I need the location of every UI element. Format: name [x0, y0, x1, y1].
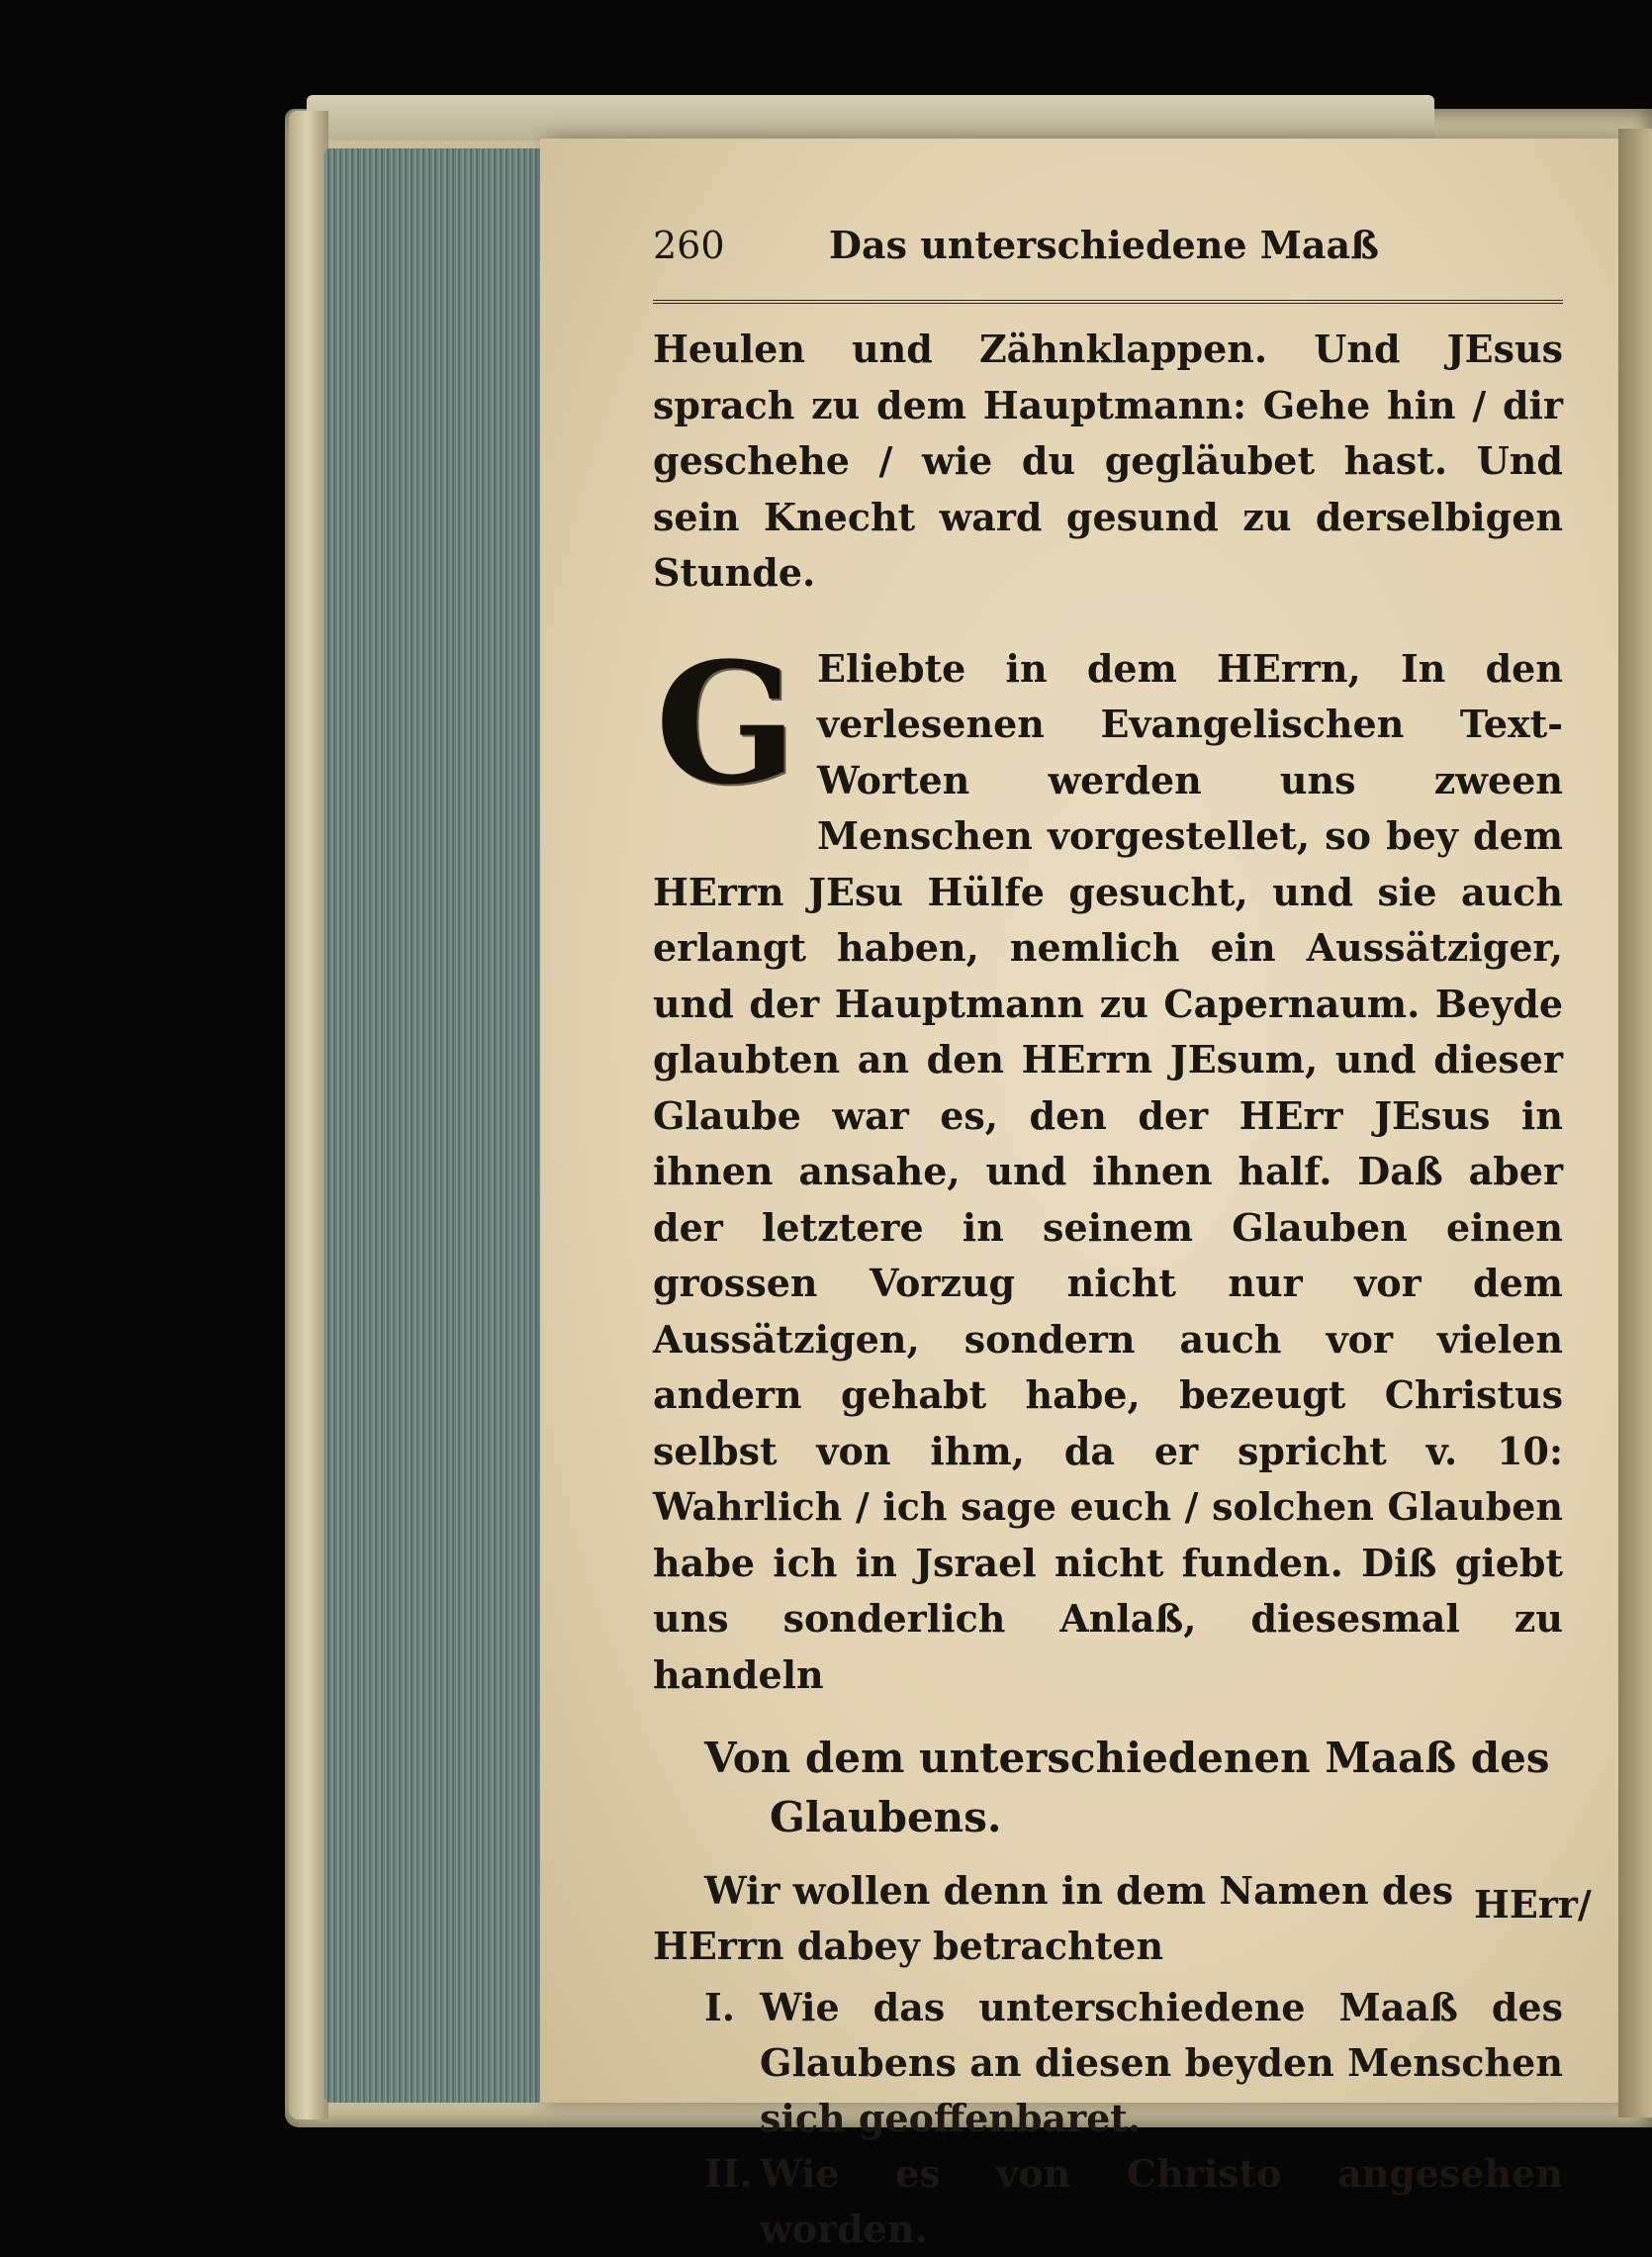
division-intro: Wir wollen denn in dem Namen des HErrn dabey betrachten: [653, 1868, 1454, 1968]
sermon-divisions: [653, 1980, 1563, 2257]
page-block-edges: [324, 148, 540, 2103]
sermon-text: Eliebte in dem HErrn, In den verlesenen Evangelischen Text-Worten werden uns zween Menschen vorgestellet, so bey dem HErrn JEsu Hülfe gesucht, und sie auch erlangt haben, nemlich ein Aussätziger, und der Hauptmann zu Capernaum. Beyde glaubten an den HErrn JEsum, und dieser Glaube war es, den der HErr JEsus in ihnen ansahe, und ihnen half. Daß aber der letztere in seinem Glauben einen grossen Vorzug nicht nur vor dem Aussätzigen, sondern auch vor vielen andern gehabt habe, bezeugt Christus selbst von ihm, da er spricht v. 10: Wahrlich / ich sage euch / solchen Glauben habe ich in Jsrael nicht funden. Diß giebt uns sonderlich Anlaß, diesesmal zu handeln: [653, 645, 1563, 1697]
page-text: [653, 223, 1563, 2257]
division-number: I.: [704, 1985, 736, 2029]
page-number: 260: [653, 224, 725, 267]
running-header: [653, 223, 1563, 304]
division-item: [653, 2146, 1563, 2257]
book-top-edge: [307, 95, 1434, 141]
book-gutter: [1618, 129, 1652, 2117]
sermon-theme: Von dem unterschiedenen Maaß des Glaubens.: [704, 1734, 1550, 1841]
division-text: Wie es von Christo angesehen worden.: [760, 2151, 1563, 2251]
division-number: II.: [704, 2151, 753, 2196]
division-text: Wie das unterschiedene Maaß des Glaubens an diesen beyden Menschen sich geoffenbaret.: [760, 1985, 1563, 2140]
decorated-initial: G: [655, 624, 797, 821]
continuation-paragraph: Heulen und Zähnklappen. Und JEsus sprach zu dem Hauptmann: Gehe hin / dir geschehe / wie du gegläubet hast. Und sein Knecht ward gesund zu derselbigen Stunde.: [653, 327, 1563, 595]
division-item: [653, 1980, 1563, 2146]
catchword: HErr/: [1474, 1882, 1592, 1927]
book-cover-edge: [289, 111, 328, 2119]
sermon-paragraph: [653, 624, 1563, 1704]
running-title: Das unterschiedene Maaß: [829, 223, 1379, 267]
